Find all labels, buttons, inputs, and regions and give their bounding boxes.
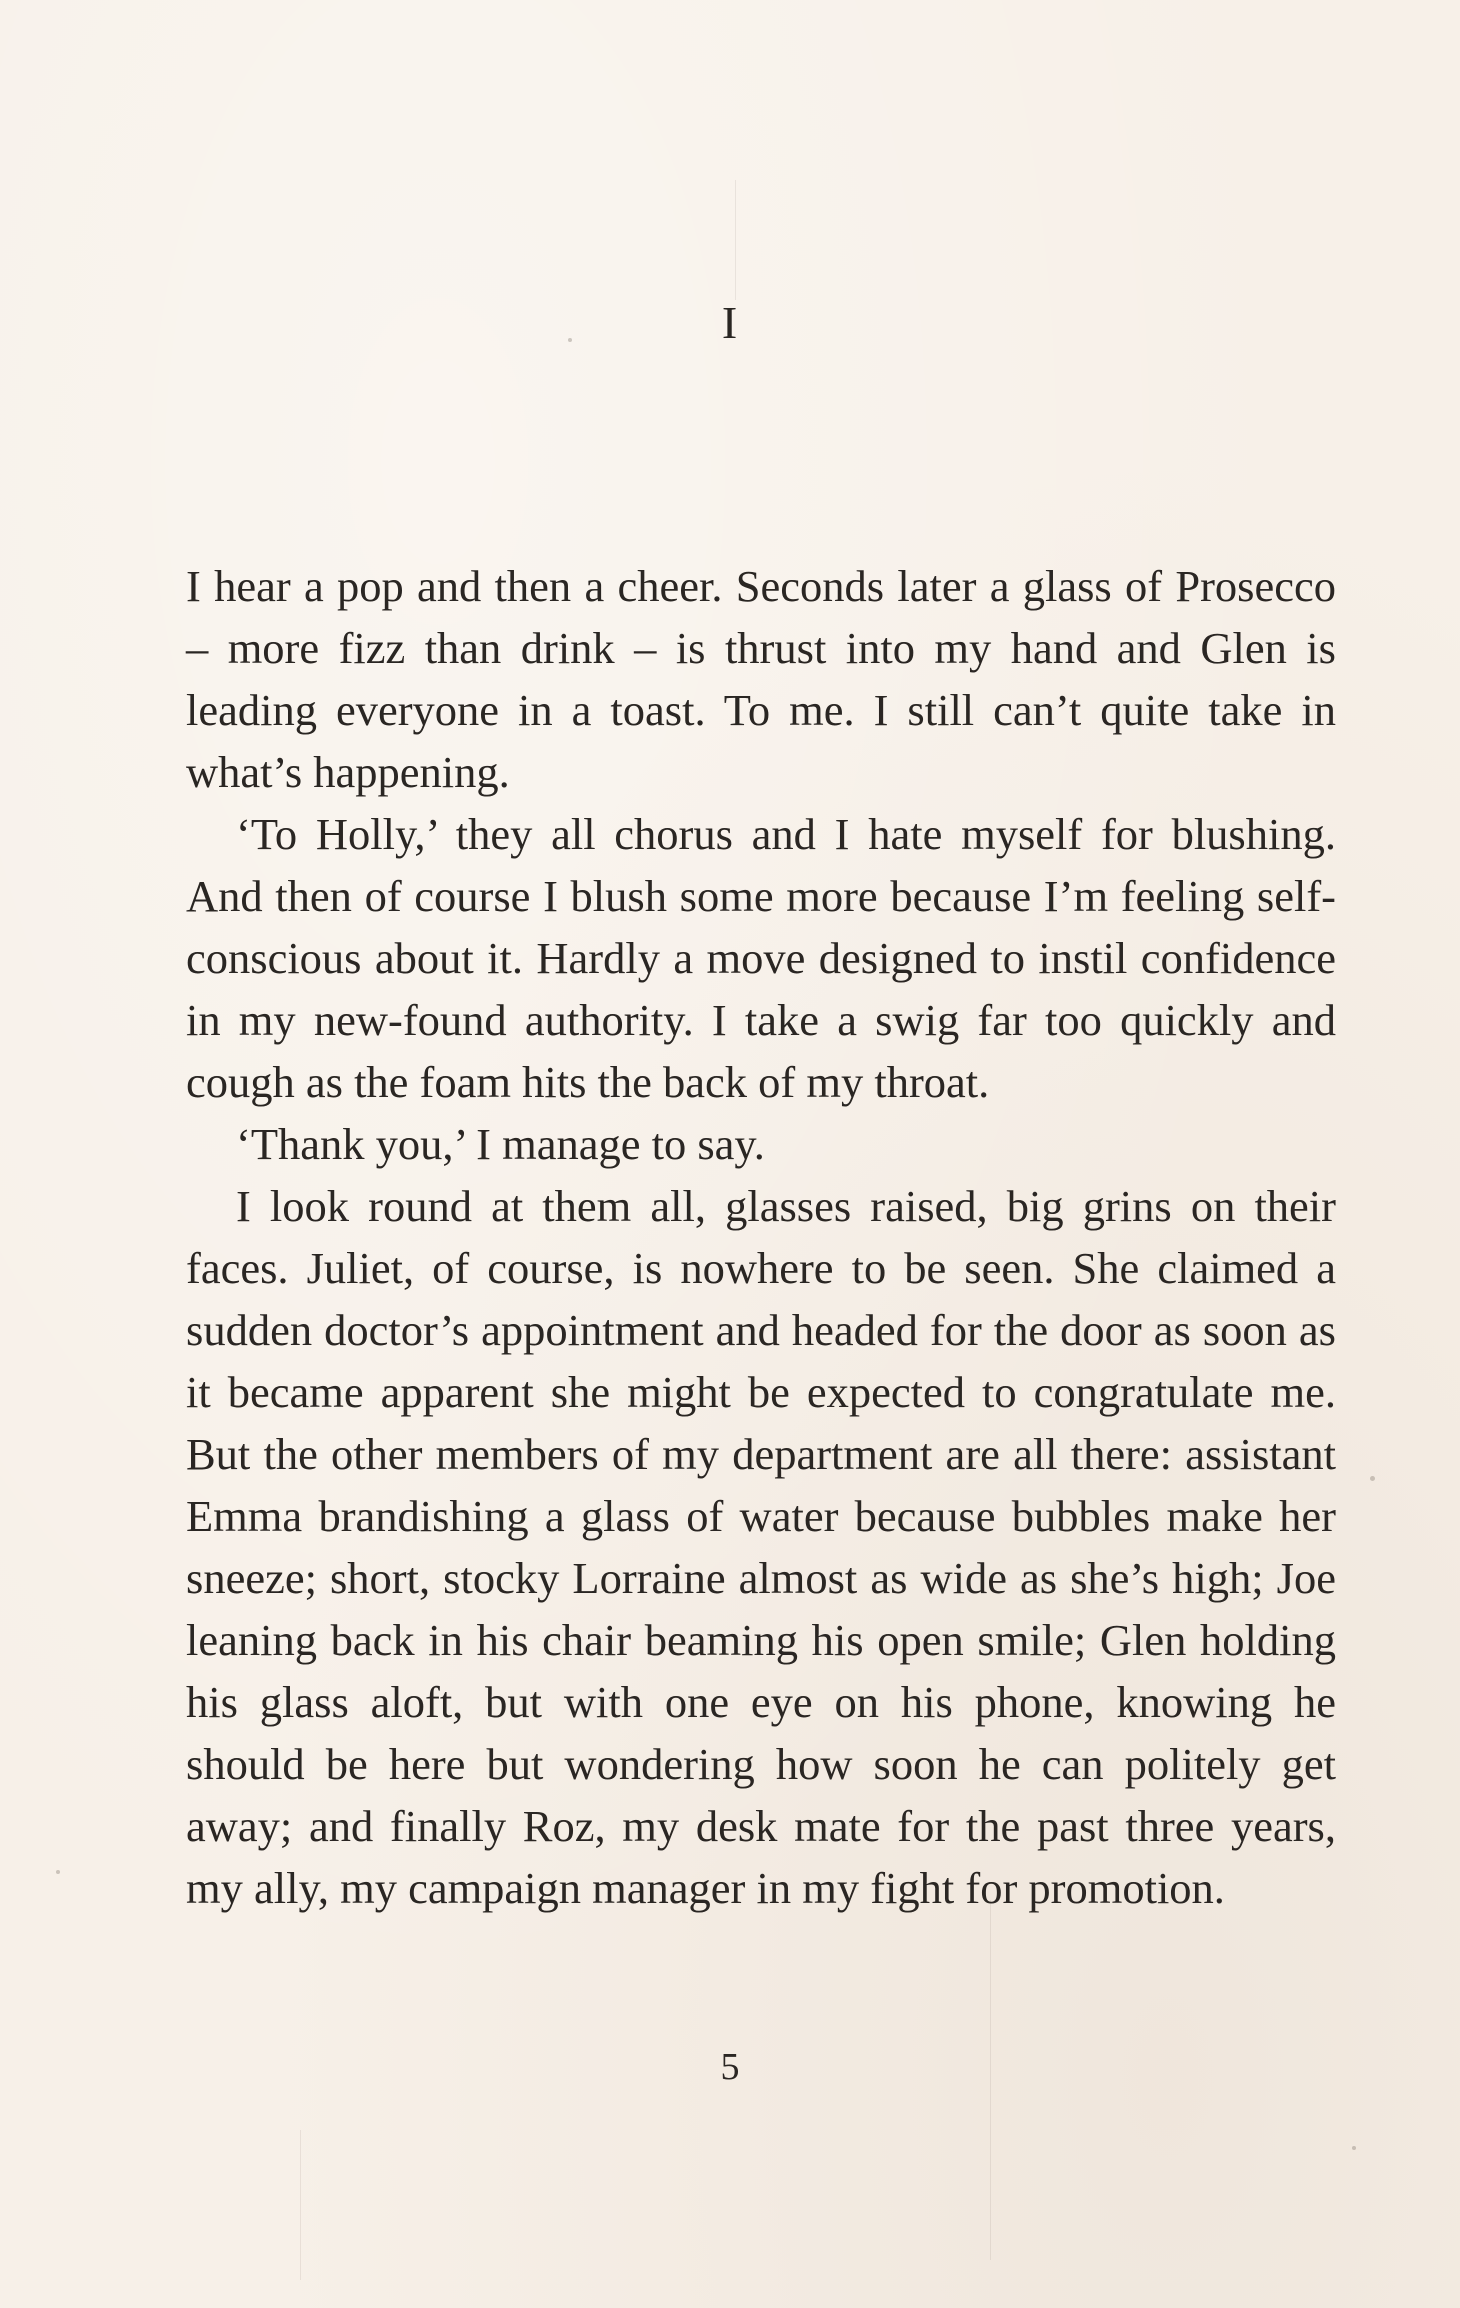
paper-crease bbox=[735, 180, 736, 300]
page-number: 5 bbox=[720, 2046, 740, 2088]
chapter-number: I bbox=[721, 297, 739, 348]
paper-speck bbox=[1352, 2146, 1356, 2150]
chapter-body bbox=[186, 555, 1336, 1919]
paragraph: ‘Thank you,’ I manage to say. bbox=[236, 1119, 765, 1169]
paper-speck bbox=[1370, 1476, 1375, 1481]
paragraph: ‘To Holly,’ they all chorus and I hate myself for blushing. And then of course I blush some more because I’m feeling self-conscious about it. Hardly a move designed to instil confidence in my new-found authority. I take a swig far too quickly and cough as the foam hits the back of my throat. bbox=[186, 809, 1336, 1107]
paper-crease bbox=[300, 2130, 301, 2280]
paragraph: I look round at them all, glasses raised, big grins on their faces. Juliet, of course, is nowhere to be seen. She claimed a sudden doctor’s appointment and headed for the door as soon as it became apparent she might be expected to congratulate me. But the other members of my department are all there: assistant Emma brandishing a glass of water because bubbles make her sneeze; short, stocky Lorraine almost as wide as she’s high; Joe leaning back in his chair beaming his open smile; Glen holding his glass aloft, but with one eye on his phone, knowing he should be here but wondering how soon he can politely get away; and finally Roz, my desk mate for the past three years, my ally, my campaign manager in my fight for promotion. bbox=[186, 1181, 1336, 1913]
paper-speck bbox=[56, 1870, 60, 1874]
paragraph: I hear a pop and then a cheer. Seconds later a glass of Prosecco – more fizz than drink – is thrust into my hand and Glen is leading everyone in a toast. To me. I still can’t quite take in what’s happening. bbox=[186, 561, 1336, 797]
